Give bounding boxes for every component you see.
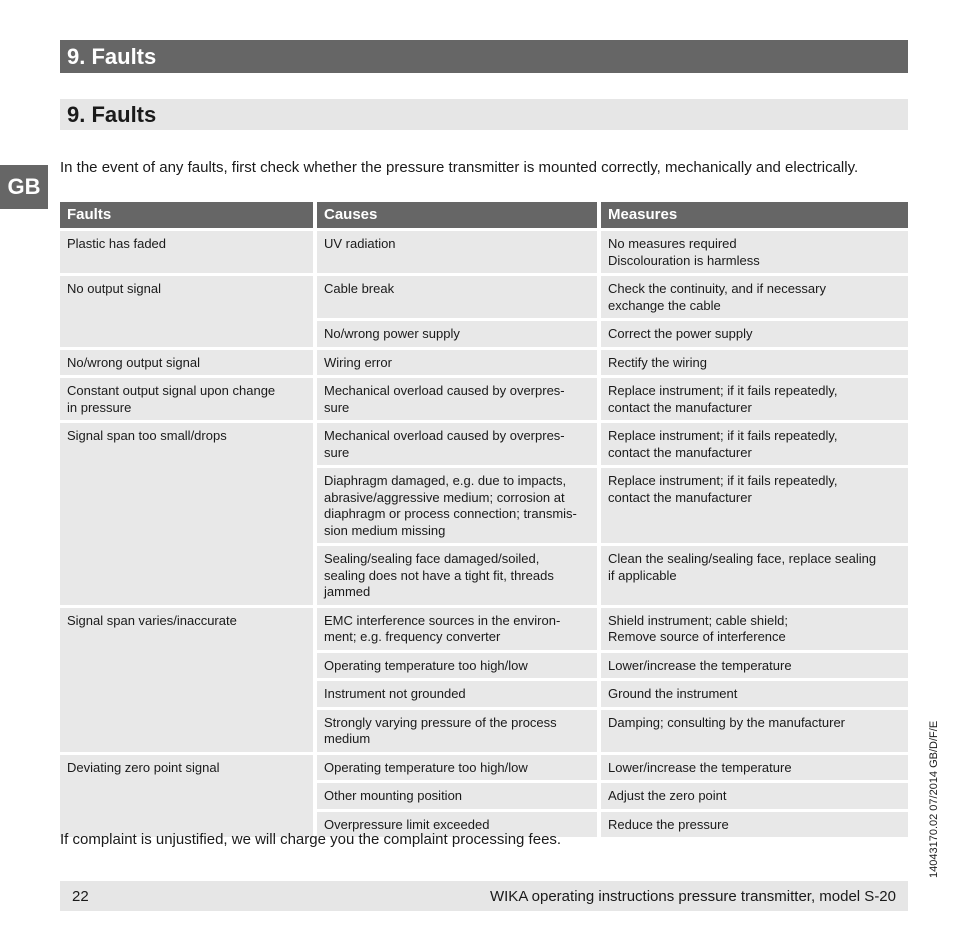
cause-cell: Cable break (317, 273, 601, 318)
cause-cell: Mechanical overload caused by overpres- sure (317, 420, 601, 465)
measure-cell: Ground the instrument (601, 678, 908, 707)
cause-cell: Other mounting position (317, 780, 601, 809)
document-title: WIKA operating instructions pressure transmitter, model S-20 (489, 887, 896, 905)
cause-cell: Operating temperature too high/low (317, 752, 601, 781)
table-row (60, 420, 908, 465)
measure-cell: Lower/increase the temperature (601, 752, 908, 781)
fault-cell: Signal span varies/inaccurate (60, 605, 317, 752)
faults-table (60, 202, 908, 837)
measure-cell: Rectify the wiring (601, 347, 908, 376)
section-title: 9. Faults (60, 40, 908, 73)
intro-paragraph: In the event of any faults, first check whether the pressure transmitter is mounted correctly, mechanically and electrically. (60, 159, 859, 176)
table-row (60, 605, 908, 650)
cause-cell: Diaphragm damaged, e.g. due to impacts, abrasive/aggressive medium; corrosion at diaphragm or process connection; transmis- sion medium missing (317, 465, 601, 543)
fault-cell: No output signal (60, 273, 317, 347)
measure-cell: Damping; consulting by the manufacturer (601, 707, 908, 752)
cause-cell: Strongly varying pressure of the process medium (317, 707, 601, 752)
table-row (60, 752, 908, 781)
page-footer (60, 881, 908, 911)
measure-cell: Shield instrument; cable shield; Remove source of interference (601, 605, 908, 650)
cause-cell: No/wrong power supply (317, 318, 601, 347)
fault-cell: Deviating zero point signal (60, 752, 317, 838)
language-tab: GB (0, 165, 48, 209)
measure-cell: Clean the sealing/sealing face, replace sealing if applicable (601, 543, 908, 605)
header-causes: Causes (317, 202, 601, 228)
fault-cell: Signal span too small/drops (60, 420, 317, 605)
measure-cell: Reduce the pressure (601, 809, 908, 838)
cause-cell: Operating temperature too high/low (317, 650, 601, 679)
measure-cell: Replace instrument; if it fails repeatedly, contact the manufacturer (601, 420, 908, 465)
cause-cell: Overpressure limit exceeded (317, 809, 601, 838)
measure-cell: Lower/increase the temperature (601, 650, 908, 679)
document-code: 14043170.02 07/2014 GB/D/F/E (928, 720, 940, 878)
header-measures: Measures (601, 202, 908, 228)
table-row (60, 347, 908, 376)
cause-cell: EMC interference sources in the environ- ment; e.g. frequency converter (317, 605, 601, 650)
measure-cell: Correct the power supply (601, 318, 908, 347)
measure-cell: Adjust the zero point (601, 780, 908, 809)
measure-cell: No measures required Discolouration is harmless (601, 228, 908, 273)
cause-cell: Wiring error (317, 347, 601, 376)
measure-cell: Replace instrument; if it fails repeatedly, contact the manufacturer (601, 465, 908, 543)
table-header-row (60, 202, 908, 228)
fault-cell: Constant output signal upon change in pressure (60, 375, 317, 420)
cause-cell: Instrument not grounded (317, 678, 601, 707)
cause-cell: UV radiation (317, 228, 601, 273)
subsection-title: 9. Faults (60, 99, 908, 130)
measure-cell: Check the continuity, and if necessary exchange the cable (601, 273, 908, 318)
cause-cell: Mechanical overload caused by overpres- sure (317, 375, 601, 420)
closing-paragraph: If complaint is unjustified, we will charge you the complaint processing fees. (60, 831, 562, 848)
fault-cell: No/wrong output signal (60, 347, 317, 376)
header-faults: Faults (60, 202, 317, 228)
fault-cell: Plastic has faded (60, 228, 317, 273)
table-row (60, 273, 908, 318)
table-row (60, 228, 908, 273)
page-number: 22 (72, 887, 89, 905)
cause-cell: Sealing/sealing face damaged/soiled, sealing does not have a tight fit, threads jammed (317, 543, 601, 605)
table-row (60, 375, 908, 420)
faults-table-body (60, 228, 908, 837)
measure-cell: Replace instrument; if it fails repeatedly, contact the manufacturer (601, 375, 908, 420)
